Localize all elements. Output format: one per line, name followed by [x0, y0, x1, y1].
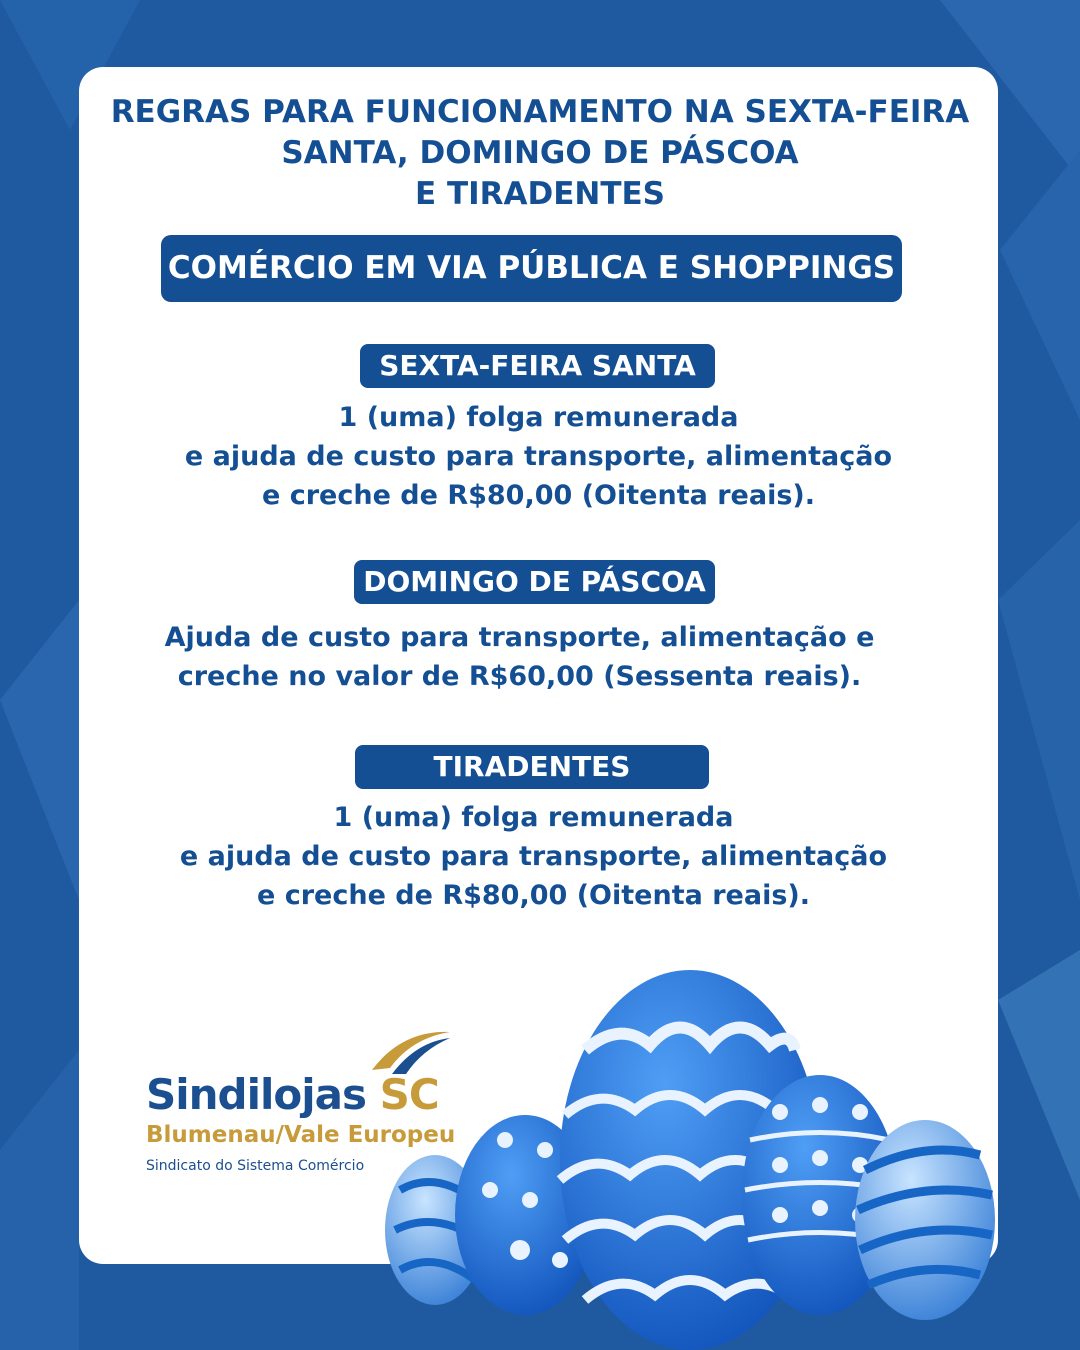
text-line: Ajuda de custo para transporte, alimentação e [164, 622, 875, 653]
section-heading-tiradentes: TIRADENTES [355, 745, 709, 789]
logo-region: Blumenau/Vale Europeu [146, 1122, 456, 1148]
logo-tagline: Sindicato do Sistema Comércio [146, 1158, 365, 1174]
text-line: 1 (uma) folga remunerada [333, 802, 734, 833]
category-banner: COMÉRCIO EM VIA PÚBLICA E SHOPPINGS [161, 235, 902, 302]
section-text-tiradentes [74, 798, 993, 915]
section-text-sexta-feira-santa [79, 398, 998, 515]
easter-eggs-icon [380, 940, 1020, 1350]
title-line-1: REGRAS PARA FUNCIONAMENTO NA SEXTA-FEIRA [110, 94, 970, 130]
text-line: e creche de R$80,00 (Oitenta reais). [262, 480, 815, 511]
logo-state: SC [379, 1070, 439, 1119]
section-text-domingo-de-pascoa [60, 618, 979, 696]
section-heading-sexta-feira-santa: SEXTA-FEIRA SANTA [360, 344, 715, 388]
logo-name: Sindilojas [146, 1070, 366, 1119]
text-line: e creche de R$80,00 (Oitenta reais). [257, 880, 810, 911]
title-line-2: SANTA, DOMINGO DE PÁSCOA [281, 135, 799, 171]
text-line: e ajuda de custo para transporte, alimentação [179, 841, 888, 872]
text-line: e ajuda de custo para transporte, alimentação [184, 441, 893, 472]
title-line-3: E TIRADENTES [414, 176, 665, 212]
page-title [0, 92, 1080, 215]
section-heading-domingo-de-pascoa: DOMINGO DE PÁSCOA [354, 560, 715, 604]
text-line: creche no valor de R$60,00 (Sessenta reais). [177, 661, 862, 692]
text-line: 1 (uma) folga remunerada [338, 402, 739, 433]
